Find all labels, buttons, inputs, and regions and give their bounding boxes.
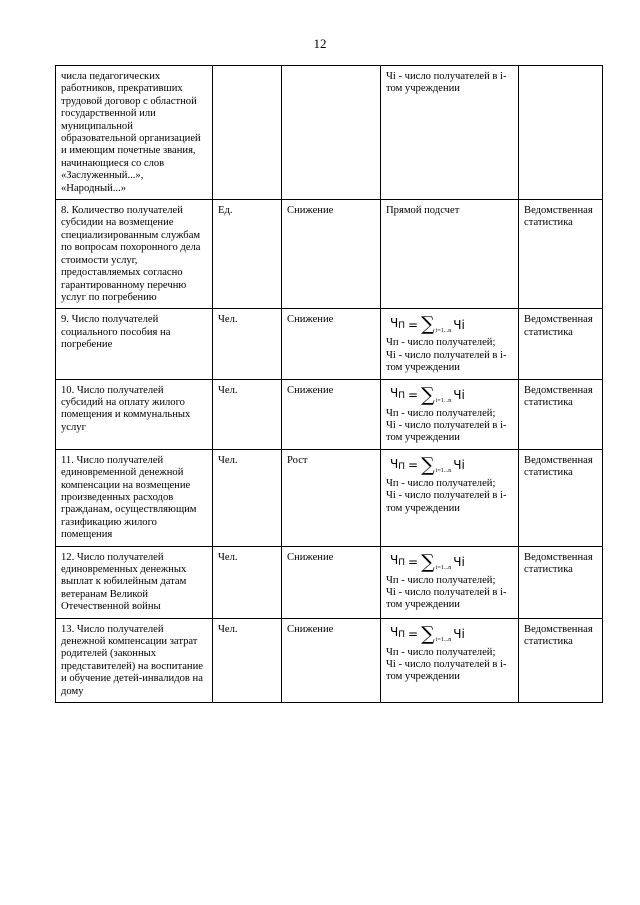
calculation-content: [386, 550, 514, 612]
table-row: [56, 200, 603, 309]
calculation-line: Чп - число получателей;: [386, 407, 496, 419]
sum-index: i=1...n: [435, 397, 452, 404]
formula-lhs: $Ч_П$: [390, 456, 406, 472]
formula-equals: =: [408, 554, 419, 569]
calculation-line: Чi - число получателей в i-том учреждении: [386, 587, 507, 611]
calculation-cell: [381, 66, 519, 200]
sum-formula: [390, 315, 514, 334]
indicator-name-cell: [56, 309, 213, 379]
sum-sign-icon: ∑: [421, 550, 435, 573]
source-value: Ведомственная статистика: [524, 314, 593, 338]
formula-lhs: $Ч_П$: [390, 625, 406, 641]
sum-index: i=1...n: [435, 327, 452, 334]
formula-rhs: Чi: [453, 458, 465, 473]
sum-sign-icon: ∑: [421, 313, 435, 336]
trend-value: Снижение: [287, 551, 334, 563]
formula-rhs: Чi: [453, 387, 465, 402]
unit-value: Чел.: [218, 623, 238, 635]
calculation-cell: [381, 309, 519, 379]
sum-sign-icon: ∑: [421, 622, 435, 645]
trend-value: Снижение: [287, 314, 334, 326]
trend-value: Снижение: [287, 623, 334, 635]
unit-value: Чел.: [218, 384, 238, 396]
sum-formula: [390, 622, 514, 645]
formula-equals: =: [408, 387, 419, 402]
indicators-table-body: [56, 66, 603, 703]
indicator-name: 8. Количество получателей субсидии на возмещение специализированным службам по вопросам похоронного дела стоимости услуг, предоставляемых согласно гарантированному перечню услуг по погребению: [61, 205, 201, 303]
calculation-content: [386, 71, 514, 96]
unit-cell: [213, 618, 282, 702]
calculation-line: Прямой подсчет: [386, 205, 460, 217]
indicator-name: 12. Число получателей единовременных денежных выплат к юбилейным датам ветеранам Великой Отечественной войны: [61, 551, 187, 613]
unit-cell: [213, 546, 282, 618]
indicator-name: 10. Число получателей субсидий на оплату жилого помещения и коммунальных услуг: [61, 384, 191, 433]
formula-lhs: $Ч_П$: [390, 316, 406, 332]
table-row: [56, 449, 603, 546]
source-value: Ведомственная статистика: [524, 384, 593, 408]
formula-rhs: Чi: [453, 317, 465, 332]
source-cell: [519, 449, 603, 546]
page-number: 12: [313, 36, 327, 51]
unit-cell: [213, 309, 282, 379]
calculation-line: Чп - число получателей;: [386, 337, 496, 349]
trend-cell: [282, 200, 381, 309]
calculation-content: [386, 383, 514, 445]
sum-sign-icon: ∑: [421, 453, 435, 476]
unit-value: Чел.: [218, 314, 238, 326]
indicator-name-cell: [56, 618, 213, 702]
indicator-name-cell: [56, 379, 213, 449]
calculation-content: [386, 453, 514, 515]
source-cell: [519, 379, 603, 449]
source-value: Ведомственная статистика: [524, 454, 593, 479]
formula-equals: =: [408, 458, 419, 473]
unit-cell: [213, 200, 282, 309]
indicator-name-cell: [56, 66, 213, 200]
formula-rhs: Чi: [453, 626, 465, 641]
table-row: [56, 66, 603, 200]
trend-cell: [282, 379, 381, 449]
sum-index: i=1...n: [435, 564, 452, 571]
indicator-name-cell: [56, 200, 213, 309]
indicators-table: [55, 65, 603, 703]
trend-value: Рост: [287, 454, 308, 466]
table-row: [56, 618, 603, 702]
calculation-content: [386, 205, 514, 217]
calculation-line: Чi - число получателей в i-том учреждении: [386, 659, 507, 683]
calculation-cell: [381, 618, 519, 702]
calculation-cell: [381, 546, 519, 618]
sum-index: i=1...n: [435, 468, 452, 475]
formula-lhs: $Ч_П$: [390, 553, 406, 569]
source-cell: [519, 309, 603, 379]
source-cell: [519, 66, 603, 200]
unit-cell: [213, 449, 282, 546]
formula-equals: =: [408, 626, 419, 641]
source-cell: [519, 200, 603, 309]
unit-value: Ед.: [218, 205, 233, 217]
indicator-name: числа педагогических работников, прекративших трудовой договор с областной государственной или муниципальной образовательной организацией и имеющим почетные звания, начинающиеся со слов «Заслуженный...», «Народный...»: [61, 71, 201, 194]
calculation-line: Чп - число получателей;: [386, 574, 496, 586]
trend-cell: [282, 66, 381, 200]
source-cell: [519, 618, 603, 702]
calculation-cell: [381, 379, 519, 449]
indicator-name: 13. Число получателей денежной компенсации затрат родителей (законных представителей) на воспитание и обучение детей-инвалидов на дому: [61, 623, 203, 697]
calculation-line: Чi - число получателей в i-том учреждении: [386, 71, 507, 95]
formula-rhs: Чi: [453, 554, 465, 569]
calculation-content: [386, 622, 514, 684]
unit-value: Чел.: [218, 454, 238, 466]
unit-cell: [213, 379, 282, 449]
trend-cell: [282, 618, 381, 702]
indicator-name: 9. Число получателей социального пособия на погребение: [61, 314, 171, 351]
unit-cell: [213, 66, 282, 200]
indicator-name: 11. Число получателей единовременной денежной компенсации на возмещение произведенных расходов гражданам, осуществляющим газификацию жилого помещения: [61, 454, 197, 541]
table-row: [56, 379, 603, 449]
sum-index: i=1...n: [435, 636, 452, 643]
indicator-name-cell: [56, 546, 213, 618]
sum-formula: [390, 550, 514, 573]
trend-cell: [282, 546, 381, 618]
calculation-cell: [381, 449, 519, 546]
calculation-line: Чi - число получателей в i-том учреждении: [386, 349, 507, 374]
calculation-line: Чп - число получателей;: [386, 646, 496, 658]
table-row: [56, 546, 603, 618]
source-cell: [519, 546, 603, 618]
unit-value: Чел.: [218, 551, 238, 563]
sum-formula: [390, 453, 514, 476]
calculation-line: Чi - число получателей в i-том учреждении: [386, 419, 507, 444]
sum-formula: [390, 383, 514, 406]
trend-value: Снижение: [287, 384, 334, 396]
formula-equals: =: [408, 317, 419, 332]
formula-lhs: $Ч_П$: [390, 386, 406, 402]
source-value: Ведомственная статистика: [524, 623, 593, 648]
indicator-name-cell: [56, 449, 213, 546]
calculation-line: Чп - число получателей;: [386, 477, 496, 489]
trend-value: Снижение: [287, 205, 334, 217]
trend-cell: [282, 449, 381, 546]
calculation-line: Чi - число получателей в i-том учреждении: [386, 490, 507, 514]
sum-sign-icon: ∑: [421, 383, 435, 406]
trend-cell: [282, 309, 381, 379]
source-value: Ведомственная статистика: [524, 551, 593, 575]
calculation-content: [386, 315, 514, 374]
table-row: [56, 309, 603, 379]
source-value: Ведомственная статистика: [524, 205, 593, 229]
calculation-cell: [381, 200, 519, 309]
